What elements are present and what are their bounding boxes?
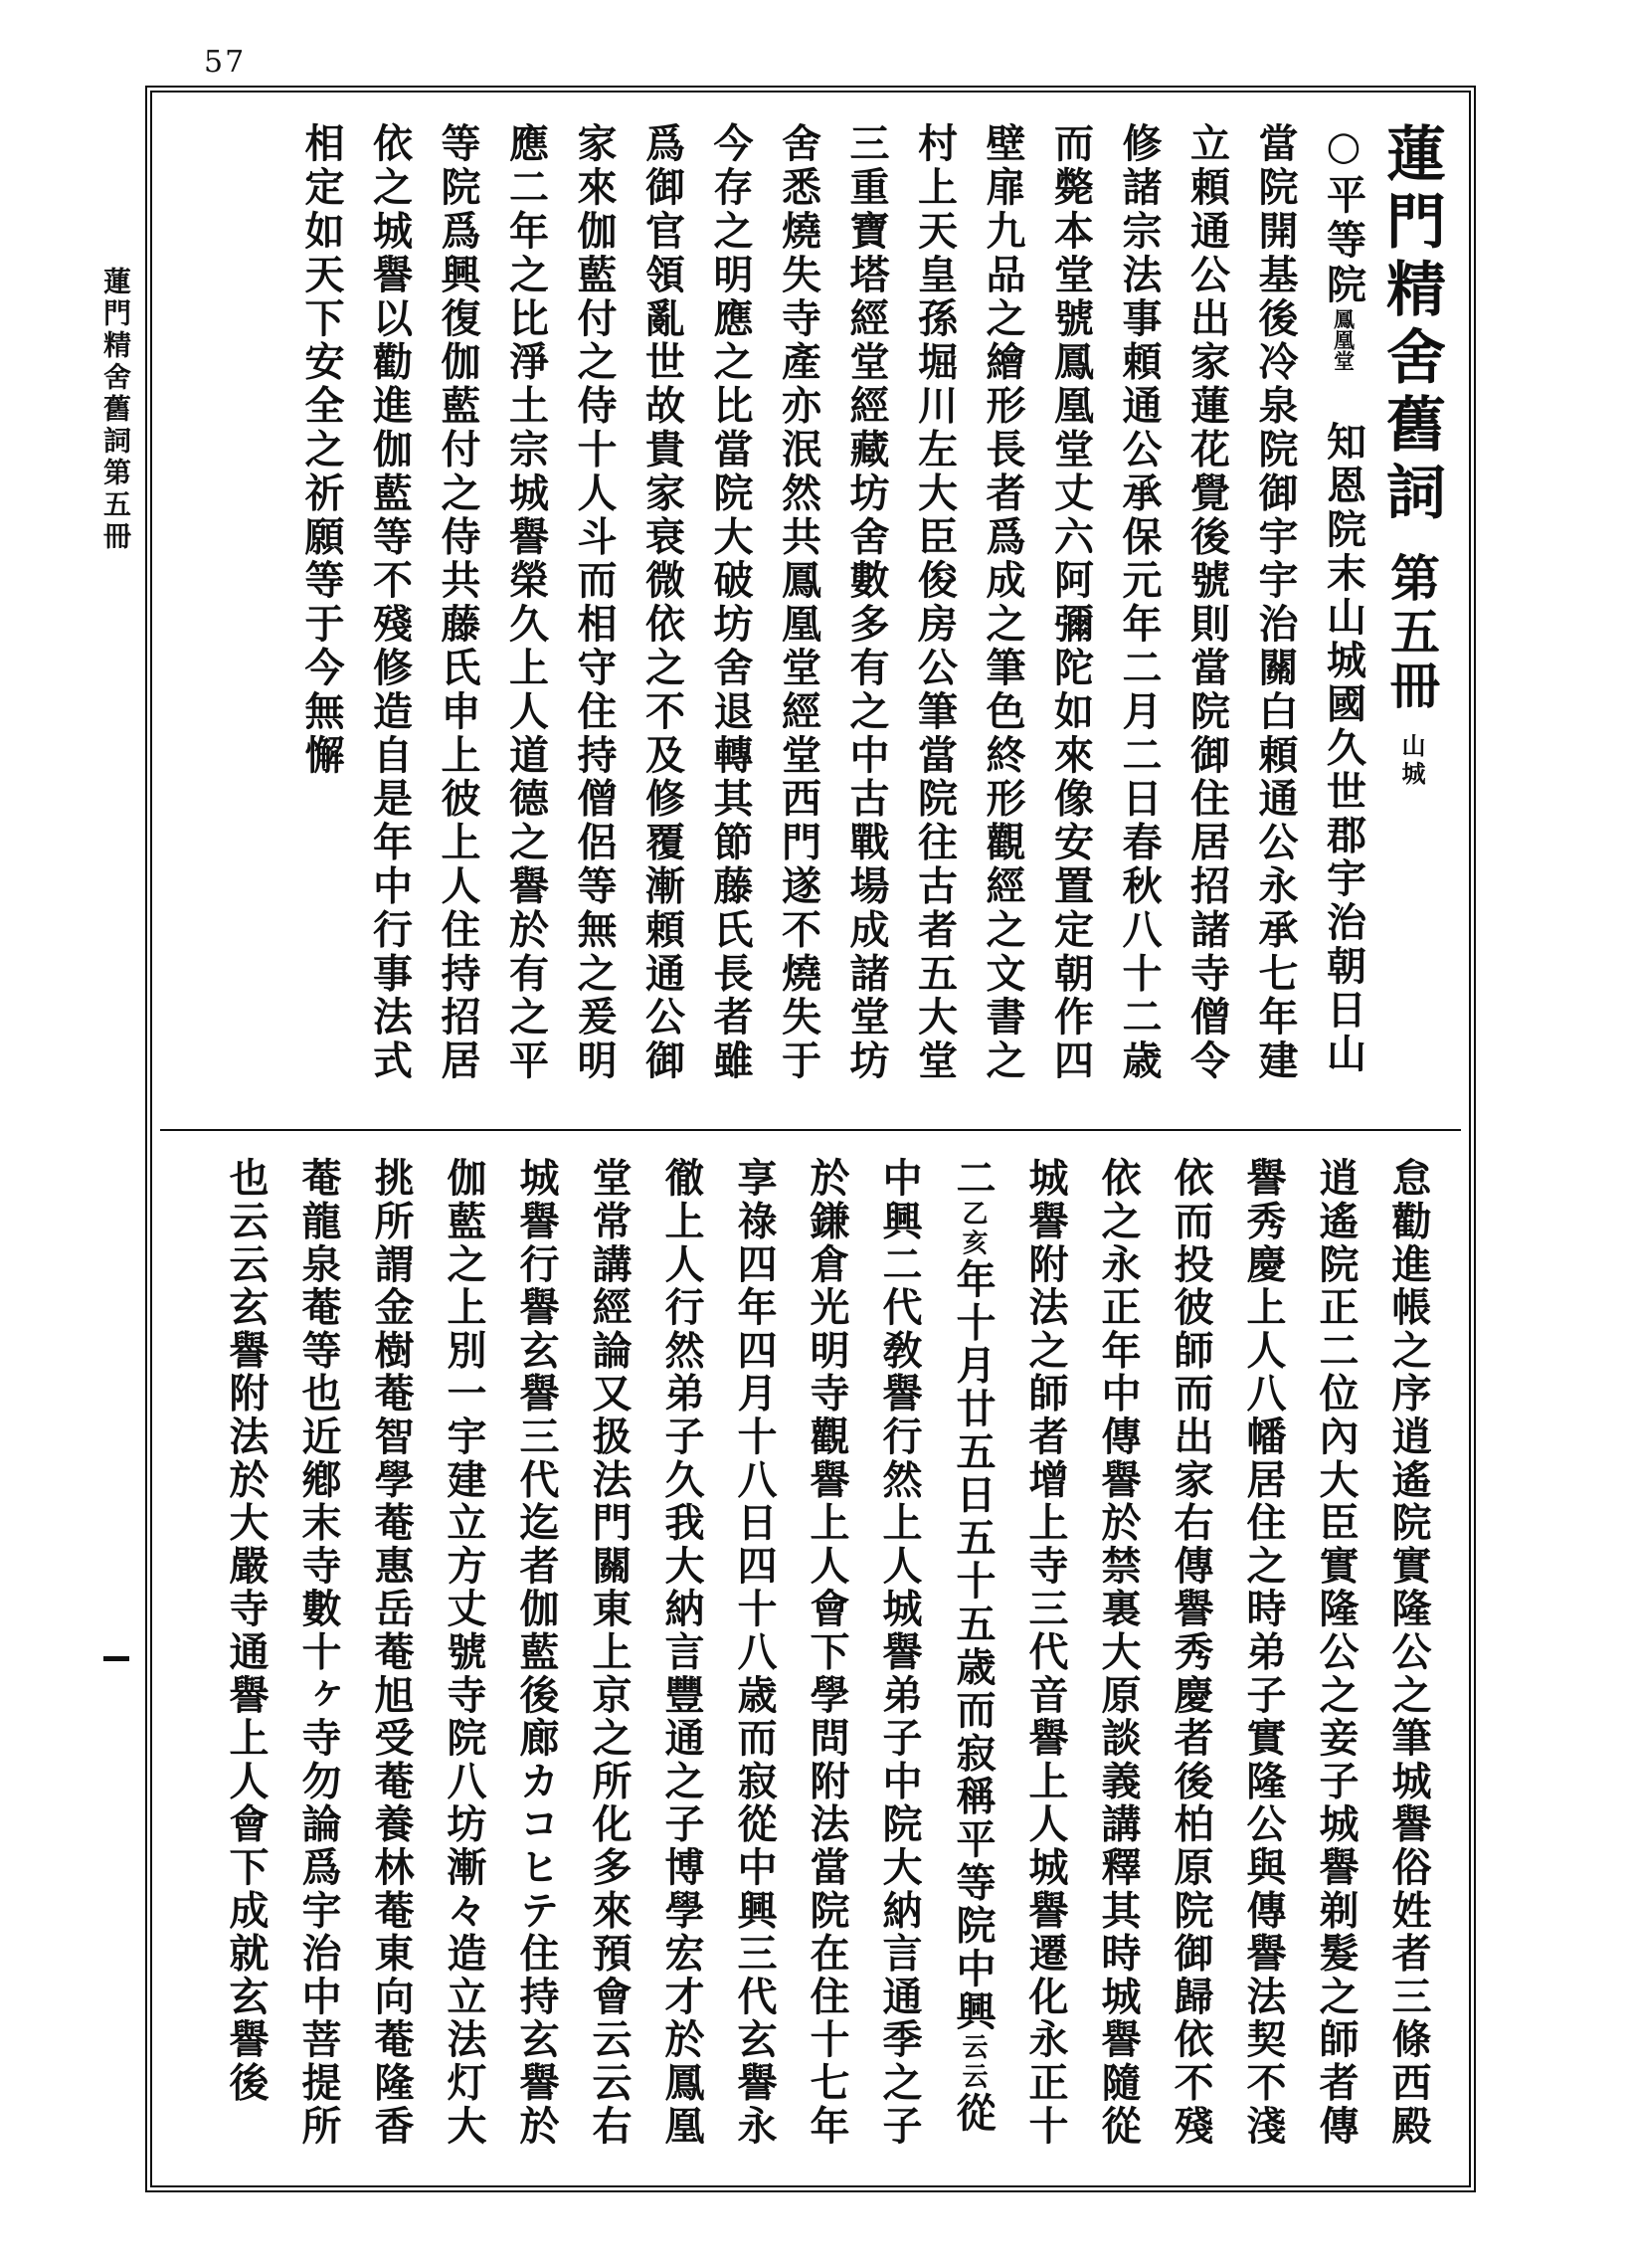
upper-text-block — [172, 122, 1445, 1117]
section-divider — [160, 1129, 1461, 1131]
lower-text-block — [172, 1157, 1445, 2172]
entry-text-lower-b: 年十月廿五日五十五歳而寂稱平等院中興 — [950, 1257, 997, 2034]
entry-text-lower-a: 怠勸進帳之序逍遙院實隆公之筆城譽俗姓者三條西殿逍遙院正二位內大臣實隆公之妾子城譽剃髮之師者傳譽秀慶上人八幡居住之時弟子實隆公與傳譽法契不淺依而投彼師而出家右傳譽秀慶者後柏原院御歸依不殘依之永正年中傳譽於禁裏大原談義講釋其時城譽隨從城譽附法之師者增上寺三代音譽上人城譽遷化永正十二 — [950, 1157, 1432, 2148]
entry-text-lower-note-2: 云云 — [958, 2033, 988, 2092]
entry-title: ○平等院 — [1320, 122, 1367, 308]
volume-label: 第五冊 — [1382, 552, 1441, 713]
region-label: 山城 — [1397, 732, 1426, 789]
entry-text-lower-c: 從中興二代敎譽行然上人城譽弟子中院大納言通季之子於鎌倉光明寺觀譽上人會下學問附法當院在住十七年享祿四年四月十八日四十八歳而寂從中興三代玄譽永徹上人行然弟子久我大納言豐通之子博學宏才於鳳凰堂常講經論又扱法門關東上京之所化多來預會云云右城譽行譽玄譽三代迄者伽藍後廊カコヒテ住持玄譽於伽藍之上別一宇建立方丈號寺院八坊漸々造立法灯大挑所謂金樹菴智學菴惠岳菴旭受菴養林菴東向菴隆香菴龍泉菴等也近鄕末寺數十ヶ寺勿論爲宇治中菩提所也云云玄譽附法於大嚴寺通譽上人會下成就玄譽後 — [223, 1157, 997, 2148]
margin-tick-mark — [103, 1656, 129, 1661]
book-title: 蓮門精舍舊詞 — [1376, 122, 1446, 528]
page-number: 57 — [204, 45, 247, 80]
entry-text-upper: 知恩院末山城國久世郡宇治朝日山當院開基後冷泉院御宇宇治關白頼通公永承七年建立頼通公出家蓮花覺後號則當院御住居招諸寺僧令修諸宗法事頼通公承保元年二月二日春秋八十二歳而斃本堂號鳳凰堂丈六阿彌陀如來像安置定朝作四壁扉九品之繪形長者爲成之筆色終形觀經之文書之村上天皇孫堀川左大臣俊房公筆當院往古者五大堂三重寶塔經堂經藏坊舍數多有之中古戰場成諸堂坊舍悉燒失寺產亦泯然共鳳凰堂經堂西門遂不燒失于今存之明應之比當院大破坊舍退轉其節藤氏長者雖爲御官領亂世故貴家衰微依之不及修覆漸頼通公御家來伽藍付之侍十人斗而相守住持僧侶等無之爰明應二年之比淨土宗城譽榮久上人道德之譽於有之平等院爲興復伽藍付之侍共藤氏申上彼上人住持招居依之城譽以勸進伽藍等不殘修造自是年中行事法式相定如天下安全之祈願等于今無懈 — [298, 122, 1367, 1083]
page-frame — [145, 86, 1476, 2192]
margin-running-title: 蓮門精舍舊詞第五冊 — [99, 267, 132, 553]
entry-text-lower-note-1: 乙亥 — [958, 1200, 988, 1258]
entry-title-note: 鳳凰堂 — [1331, 308, 1357, 371]
